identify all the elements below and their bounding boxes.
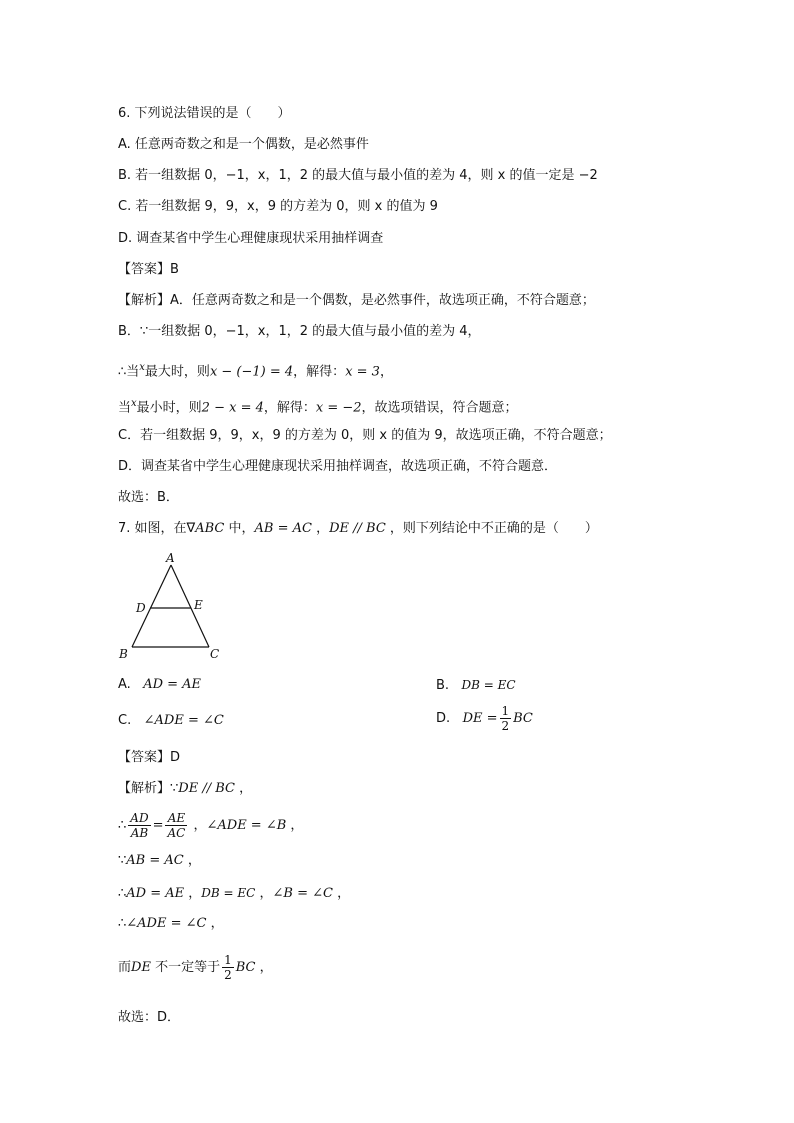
option-expr: DE = xyxy=(462,711,498,726)
text: ， xyxy=(184,886,202,901)
text: ，解得： xyxy=(293,364,346,380)
q7-analysis-line4 xyxy=(118,885,350,902)
fraction: $\frac{1}{2}$ xyxy=(501,704,510,733)
var-x: x xyxy=(139,362,145,373)
label-d: D xyxy=(136,601,146,615)
q7-analysis-line2 xyxy=(118,806,303,846)
text: ，故选项错误，符合题意； xyxy=(361,400,518,416)
expr: DB = EC xyxy=(201,886,256,900)
label-a: A xyxy=(166,551,175,565)
text: ， xyxy=(311,521,330,536)
text: 中， xyxy=(224,521,255,536)
q7-analysis-line1 xyxy=(118,781,252,797)
fraction-half: $\frac{1}{2}$ xyxy=(224,953,232,982)
expr: AD = AE xyxy=(126,886,185,901)
q7-stem xyxy=(118,521,598,537)
text: ， xyxy=(332,886,351,901)
text: ∴ xyxy=(118,916,127,931)
q6-stem: 6. 下列说法错误的是（ ） xyxy=(118,106,291,121)
q6-analysis-line5: C．若一组数据 9，9，x，9 的方差为 0，则 x 的值为 9，故选项正确，不符合题意； xyxy=(118,428,612,443)
text: 最大时，则 xyxy=(144,364,210,380)
fraction-ae-ac: $\frac{AE}{AC}$ xyxy=(167,811,186,840)
text: 而 xyxy=(118,960,132,975)
text: ∴当 xyxy=(118,364,140,380)
option-expr: ∠ADE = ∠C xyxy=(143,713,224,728)
q7-option-a xyxy=(118,677,201,693)
text: ， xyxy=(234,781,253,796)
q6-analysis-line3 xyxy=(118,360,393,380)
expr: ∠B = ∠C xyxy=(272,886,333,901)
q7-option-b xyxy=(436,677,516,694)
text: ， xyxy=(189,818,207,833)
equals: = xyxy=(152,818,164,833)
q7-answer: 【答案】D xyxy=(118,750,181,765)
condition-1: AB = AC xyxy=(254,521,312,536)
q7-analysis-line5 xyxy=(118,916,224,932)
q6-option-a: A. 任意两奇数之和是一个偶数，是必然事件 xyxy=(118,137,369,152)
q7-option-d xyxy=(436,704,533,733)
q6-option-d: D. 调查某省中学生心理健康现状采用抽样调查 xyxy=(118,231,384,246)
q6-option-b: B. 若一组数据 0，−1，x，1，2 的最大值与最小值的差为 4，则 x 的值一定是 −2 xyxy=(118,168,598,183)
q7-analysis-line3 xyxy=(118,853,201,869)
option-label: B. xyxy=(436,678,450,693)
fraction-ad-ab: $\frac{AD}{AB}$ xyxy=(130,811,149,840)
label-b: B xyxy=(119,647,128,661)
q6-analysis-line1: 【解析】A．任意两奇数之和是一个偶数，是必然事件，故选项正确，不符合题意； xyxy=(118,293,595,308)
text: ， xyxy=(286,818,304,833)
triangle-figure xyxy=(110,548,230,666)
text: 最小时，则 xyxy=(136,400,202,416)
expr: DE // BC xyxy=(178,781,235,796)
text: ∴ xyxy=(118,886,127,901)
segment-de: DE xyxy=(131,960,151,975)
text: ∴ xyxy=(118,818,127,833)
q6-analysis-line4 xyxy=(118,396,518,416)
expr: ∠ADE = ∠B xyxy=(206,818,287,833)
option-label: D. xyxy=(436,711,451,726)
expr: ∠ADE = ∠C xyxy=(126,916,207,931)
equation: 2 − x = 4 xyxy=(201,400,264,416)
q7-conclusion: 故选：D． xyxy=(118,1010,181,1025)
q7-option-c xyxy=(118,713,224,729)
solution: x = 3 xyxy=(345,364,380,380)
option-expr: DB = EC xyxy=(461,678,516,692)
q6-option-c: C. 若一组数据 9，9，x，9 的方差为 0，则 x 的值为 9 xyxy=(118,199,438,214)
option-expr: AD = AE xyxy=(143,677,202,692)
q6-analysis-line2: B．∵一组数据 0，−1，x，1，2 的最大值与最小值的差为 4， xyxy=(118,324,481,339)
var-x: x xyxy=(131,398,137,409)
expr: AB = AC xyxy=(126,853,184,868)
text: ∵ xyxy=(118,853,127,868)
text: 当 xyxy=(118,400,132,416)
text: ， xyxy=(255,960,273,975)
solution: x = −2 xyxy=(315,400,362,416)
q6-conclusion: 故选：B． xyxy=(118,490,179,505)
segment-bc: BC xyxy=(235,960,256,975)
q6-answer: 【答案】B xyxy=(118,262,179,277)
option-expr: BC xyxy=(513,711,533,726)
triangle-name: ABC xyxy=(195,521,225,536)
option-label: A. xyxy=(118,677,131,692)
option-label: C. xyxy=(118,713,132,728)
q7-analysis-line6 xyxy=(118,950,273,986)
side-ac xyxy=(171,565,209,647)
text: ， xyxy=(379,364,393,380)
label-e: E xyxy=(194,598,203,612)
text: 7. 如图，在∇ xyxy=(118,521,196,536)
equation: x − (−1) = 4 xyxy=(209,364,294,380)
text: ， xyxy=(255,886,273,901)
label-c: C xyxy=(210,647,220,661)
text: ， xyxy=(183,853,201,868)
text: 不一定等于 xyxy=(150,960,221,975)
condition-2: DE // BC xyxy=(329,521,386,536)
text: ，则下列结论中不正确的是（ ） xyxy=(385,521,598,536)
text: 【解析】∵ xyxy=(118,781,179,796)
q6-analysis-line6: D．调查某省中学生心理健康现状采用抽样调查，故选项正确，不符合题意． xyxy=(118,459,558,474)
text: ，解得： xyxy=(263,400,316,416)
text: ， xyxy=(206,916,224,931)
